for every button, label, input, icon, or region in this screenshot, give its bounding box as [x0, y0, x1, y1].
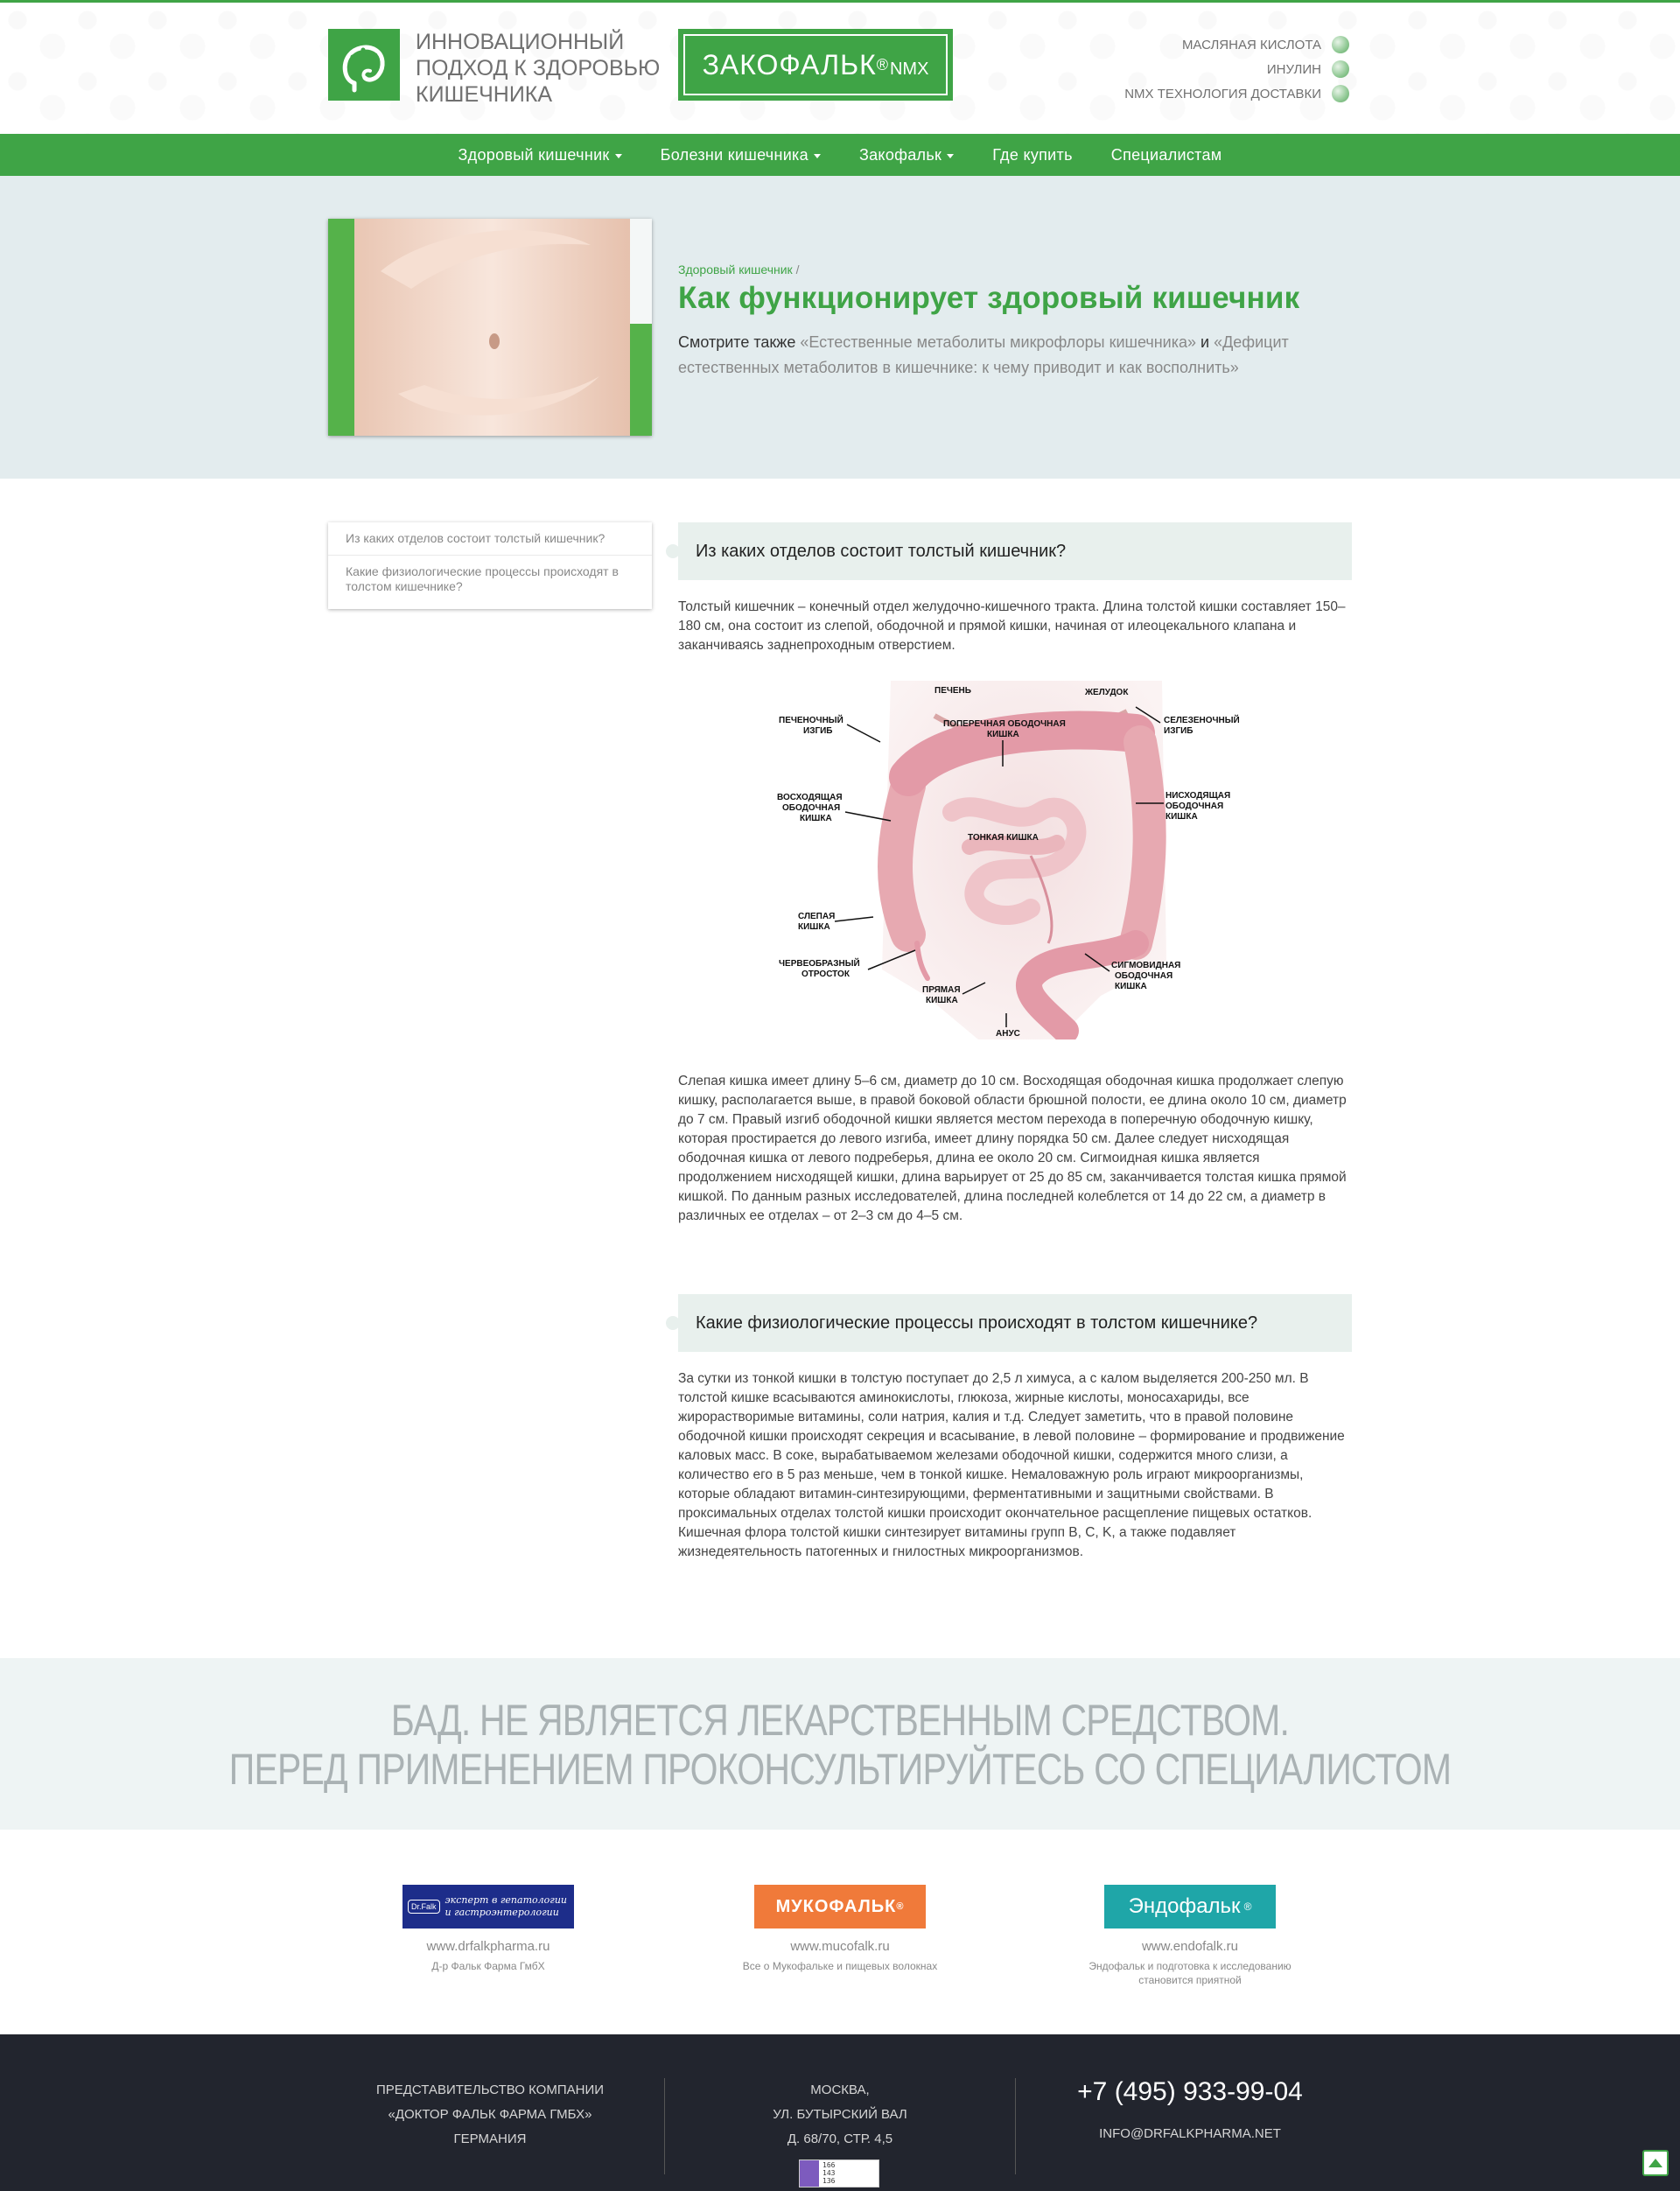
- drfalk-slogan-line: эксперт в гепатологии: [444, 1894, 567, 1906]
- label-splenic-flexure: СЕЛЕЗЕНОЧНЫЙ: [1164, 716, 1240, 725]
- nav-item-healthy-intestine[interactable]: [439, 134, 641, 176]
- caret-down-icon: [615, 154, 622, 158]
- top-links: [1124, 32, 1349, 106]
- partner-drfalk[interactable]: [374, 1885, 602, 1973]
- main-navigation: [0, 134, 1680, 176]
- nav-item-zakofalk[interactable]: [840, 134, 973, 176]
- drfalk-slogan-line: и гастроэнтерологии: [444, 1907, 559, 1918]
- disclaimer-line: БАД. НЕ ЯВЛЯЕТСЯ ЛЕКАРСТВЕННЫМ СРЕДСТВОМ.: [390, 1696, 1290, 1745]
- label-stomach: ЖЕЛУДОК: [1085, 688, 1129, 697]
- top-link-butyric-acid[interactable]: [1124, 32, 1349, 57]
- top-link-inulin[interactable]: [1124, 57, 1349, 81]
- brand-logo[interactable]: [678, 29, 953, 101]
- footer-address-line: УЛ. БУТЫРСКИЙ ВАЛ: [773, 2107, 907, 2122]
- site-logo[interactable]: [328, 29, 400, 101]
- site-tagline: [416, 29, 678, 108]
- breadcrumb: [678, 262, 800, 276]
- belly-hands-image: [328, 219, 652, 436]
- counter-values: [819, 2160, 878, 2187]
- see-also-and: и: [1196, 333, 1214, 351]
- nav-label: Где купить: [992, 146, 1073, 164]
- footer-divider: [1015, 2078, 1016, 2174]
- hero-section: [0, 176, 1680, 479]
- label-descending-colon-3: КИШКА: [1166, 812, 1198, 822]
- see-also-text: [678, 330, 1308, 381]
- footer-address: [700, 2078, 980, 2152]
- partner-url[interactable]: www.mucofalk.ru: [790, 1939, 890, 1954]
- nav-label: Специалистам: [1110, 146, 1222, 164]
- page-title: Как функционирует здоровый кишечник: [678, 281, 1300, 315]
- brand-reg-mark: ®: [876, 55, 888, 74]
- label-sigmoid-colon-3: КИШКА: [1115, 982, 1147, 991]
- breadcrumb-link[interactable]: Здоровый кишечник: [678, 262, 793, 276]
- label-splenic-flexure-2: ИЗГИБ: [1164, 726, 1194, 736]
- section-heading-text: Из каких отделов состоит толстый кишечник?: [696, 542, 1067, 561]
- counter-value: 136: [822, 2177, 836, 2185]
- drfalk-logo: [402, 1885, 574, 1928]
- label-hepatic-flexure: ПЕЧЕНОЧНЫЙ: [779, 716, 844, 725]
- partner-endofalk[interactable]: [1076, 1885, 1304, 1987]
- label-descending-colon: НИСХОДЯЩАЯ: [1166, 791, 1231, 801]
- partners-section: [0, 1830, 1680, 2034]
- counter-value: 166: [822, 2161, 836, 2169]
- footer-phone[interactable]: +7 (495) 933-99-04: [1077, 2077, 1303, 2106]
- tagline-line: ПОДХОД К ЗДОРОВЬЮ: [416, 56, 661, 80]
- nav-label: Здоровый кишечник: [458, 146, 610, 164]
- section1-body: Слепая кишка имеет длину 5–6 см, диаметр до 10 см. Восходящая ободочная кишка продолжает слепую кишку, располагается выше, в правой боковой области брюшной полости, ее длина около 10 см, диаметр до 7 см. Правый изгиб ободочной кишки является местом перехода в поперечную ободочную кишку, которая простирается до левого изгиба, имеет длину порядка 50 см. Далее следует нисходящая ободочная кишка от левого подреберья, длина ее около 20 см. Сигмоидная кишка является продолжением нисходящей кишки, длина варьирует от 25 до 85 см, заканчивается толстая кишка прямой кишкой. По данным разных исследователей, длина последней колеблется от 14 до 22 см, а диаметр в различных ее отделах – от 2–3 см до 4–5 см.: [678, 1074, 1347, 1223]
- label-sigmoid-colon: СИГМОВИДНАЯ: [1111, 961, 1181, 970]
- drfalk-slogan: [445, 1894, 567, 1919]
- globe-icon: [1332, 36, 1349, 53]
- visit-counter-badge[interactable]: [799, 2160, 879, 2188]
- section-heading-text: Какие физиологические процессы происходят в толстом кишечнике?: [696, 1313, 1258, 1333]
- footer-company-line: ПРЕДСТАВИТЕЛЬСТВО КОМПАНИИ: [375, 2082, 605, 2097]
- section-heading-processes: [678, 1294, 1352, 1352]
- footer-contacts: [1032, 2076, 1348, 2146]
- hero-image: [328, 219, 652, 436]
- label-descending-colon-2: ОБОДОЧНАЯ: [1166, 802, 1224, 811]
- label-appendix-2: ОТРОСТОК: [802, 970, 850, 979]
- partner-url[interactable]: www.drfalkpharma.ru: [426, 1939, 550, 1954]
- label-transverse-colon: ПОПЕРЕЧНАЯ ОБОДОЧНАЯ: [943, 719, 1066, 729]
- brand-name: ЗАКОФАЛЬК: [702, 48, 877, 80]
- mucofalk-name: МУКОФАЛЬК: [775, 1896, 897, 1916]
- caret-down-icon: [947, 154, 954, 158]
- footer-company-line: ГЕРМАНИЯ: [453, 2132, 527, 2146]
- label-sigmoid-colon-2: ОБОДОЧНАЯ: [1115, 971, 1173, 981]
- see-also-link-metabolites[interactable]: «Естественные метаболиты микрофлоры кишечника»: [800, 333, 1197, 351]
- endofalk-logo: [1104, 1885, 1276, 1928]
- section2-body: За сутки из тонкой кишки в толстую поступает до 2,5 л химуса, а с калом выделяется 200-250 мл. В толстой кишке всасываются аминокислоты, глюкоза, жирные кислоты, моносахариды, все жирорастворимые витамины, соли натрия, калия и т.д. Следует заметить, что в правой половине ободочной кишки происходят секреция и всасывание, в левой половине – формирование и продвижение каловых масс. В соке, вырабатываемом железами ободочной кишки, содержится много слизи, а количество его в 5 раз меньше, чем в тонкой кишке. Немаловажную роль играют микроорганизмы, которые обладают витамин-синтезирующими, ферментативными и защитными свойствами. В проксимальных отделах толстой кишки происходит окончательное расщепление пищевых остатков. Кишечная флора толстой кишки синтезирует витамины групп B, C, K, а также подавляет жизнедеятельность патогенных и гнилостных микроорганизмов.: [678, 1371, 1345, 1559]
- endofalk-reg: ®: [1243, 1900, 1252, 1913]
- scroll-to-top-button[interactable]: [1642, 2150, 1669, 2176]
- drfalk-mark: Dr.Falk: [408, 1900, 440, 1914]
- footer-address-line: Д. 68/70, СТР. 4,5: [787, 2132, 893, 2146]
- footer-divider: [664, 2078, 665, 2174]
- intestine-logo-icon: [328, 29, 400, 101]
- mucofalk-reg: ®: [896, 1901, 905, 1912]
- counter-logo-icon: [800, 2160, 819, 2187]
- disclaimer-banner: [0, 1658, 1680, 1830]
- footer-company: [328, 2078, 652, 2152]
- section-heading-parts: [678, 522, 1352, 580]
- footer-email[interactable]: INFO@DRFALKPHARMA.NET: [1099, 2126, 1281, 2141]
- label-ascending-colon: ВОСХОДЯЩАЯ: [777, 793, 843, 802]
- toc-item-processes[interactable]: Какие физиологические процессы происходят в толстом кишечнике?: [346, 564, 619, 593]
- see-also-prefix: Смотрите также: [678, 333, 801, 351]
- globe-icon: [1332, 60, 1349, 78]
- partner-desc: Д-р Фальк Фарма ГмбХ: [431, 1960, 545, 1972]
- arrow-up-icon: [1648, 2159, 1662, 2167]
- label-cecum-2: КИШКА: [798, 922, 830, 932]
- footer-company-line: «ДОКТОР ФАЛЬК ФАРМА ГМБХ»: [388, 2107, 592, 2122]
- label-anus: АНУС: [996, 1029, 1020, 1039]
- globe-icon: [1332, 85, 1349, 102]
- label-transverse-colon-2: КИШКА: [987, 730, 1019, 739]
- tagline-line: ИННОВАЦИОННЫЙ: [416, 30, 625, 54]
- partner-mucofalk[interactable]: [726, 1885, 954, 1973]
- nav-label: Болезни кишечника: [660, 146, 808, 164]
- label-rectum: ПРЯМАЯ: [922, 985, 961, 995]
- site-footer: [0, 2034, 1680, 2191]
- partner-url[interactable]: www.endofalk.ru: [1141, 1939, 1239, 1954]
- top-link-nmx[interactable]: [1124, 81, 1349, 106]
- colon-anatomy-svg: [768, 681, 1258, 1040]
- partner-desc: [1076, 1959, 1304, 1987]
- label-rectum-2: КИШКА: [926, 996, 958, 1005]
- label-ascending-colon-2: ОБОДОЧНАЯ: [782, 803, 841, 813]
- breadcrumb-separator: /: [795, 262, 800, 276]
- caret-down-icon: [814, 154, 821, 158]
- colon-anatomy-diagram: [768, 681, 1258, 1040]
- label-cecum: СЛЕПАЯ: [798, 912, 836, 921]
- nav-item-specialists[interactable]: [1092, 134, 1242, 176]
- label-small-intestine: ТОНКАЯ КИШКА: [968, 833, 1039, 843]
- label-ascending-colon-3: КИШКА: [800, 814, 832, 823]
- see-also-link-deficit[interactable]: «Дефицит естественных метаболитов в кишечнике: к чему приводит и как восполнить»: [678, 333, 1289, 376]
- site-header: [0, 3, 1680, 134]
- partner-desc-line: становится приятной: [1138, 1974, 1242, 1986]
- mucofalk-logo: [754, 1885, 926, 1928]
- top-link-label: ИНУЛИН: [1266, 61, 1321, 77]
- label-hepatic-flexure-2: ИЗГИБ: [803, 726, 833, 736]
- tagline-line: КИШЕЧНИКА: [416, 82, 553, 107]
- label-liver: ПЕЧЕНЬ: [934, 686, 971, 696]
- footer-address-line: МОСКВА,: [810, 2082, 870, 2097]
- brand-suffix: NMX: [889, 59, 929, 79]
- partner-desc-line: Эндофальк и подготовка к исследованию: [1088, 1960, 1292, 1972]
- nav-item-where-to-buy[interactable]: [973, 134, 1092, 176]
- section1-intro: Толстый кишечник – конечный отдел желудочно-кишечного тракта. Длина толстой кишки составляет 150–180 см, она состоит из слепой, ободочной и прямой кишки, начиная от илеоцекального клапана и заканчиваясь заднепроходным отверстием.: [678, 599, 1346, 653]
- table-of-contents: [328, 522, 652, 609]
- nav-item-intestine-diseases[interactable]: [641, 134, 840, 176]
- top-link-label: NMX ТЕХНОЛОГИЯ ДОСТАВКИ: [1124, 86, 1321, 102]
- counter-value: 143: [822, 2169, 836, 2177]
- endofalk-name: Эндофальк: [1128, 1894, 1241, 1918]
- disclaimer-line: ПЕРЕД ПРИМЕНЕНИЕМ ПРОКОНСУЛЬТИРУЙТЕСЬ СО СПЕЦИАЛИСТОМ: [228, 1745, 1452, 1794]
- top-link-label: МАСЛЯНАЯ КИСЛОТА: [1181, 37, 1321, 52]
- nav-label: Закофальк: [858, 146, 942, 164]
- label-appendix: ЧЕРВЕОБРАЗНЫЙ: [779, 959, 860, 969]
- partner-desc: Все о Мукофальке и пищевых волокнах: [742, 1960, 938, 1972]
- toc-item-sections[interactable]: Из каких отделов состоит толстый кишечник?: [328, 522, 652, 556]
